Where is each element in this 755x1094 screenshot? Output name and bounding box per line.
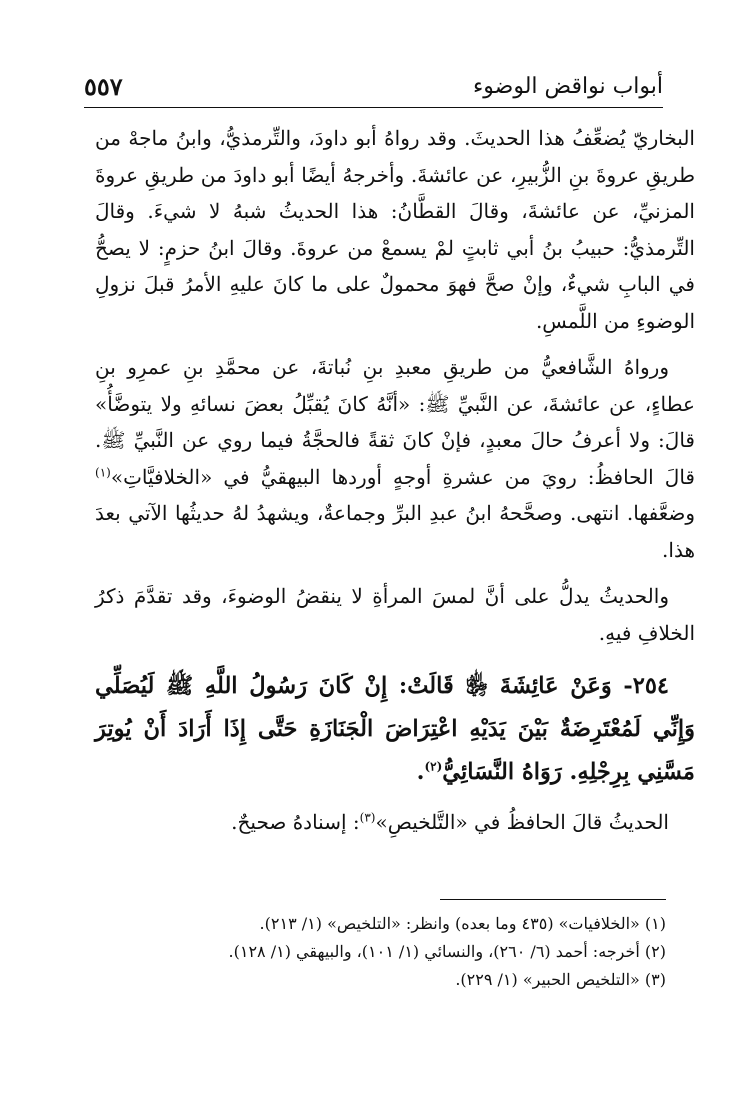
footnotes (150, 910, 666, 994)
paragraph-4-text-a: الحديثُ قالَ الحافظُ في «التَّلخيصِ» (375, 810, 669, 834)
hadith-254 (95, 665, 695, 794)
footnote-2: (٢) أخرجه: أحمد (٦/ ٢٦٠)، والنسائي (١/ ١٠١)، والبيهقي (١/ ١٢٨). (228, 942, 666, 961)
paragraph-4 (95, 804, 695, 841)
hadith-text: ٢٥٤- وَعَنْ عَائِشَةَ ﵂ قَالَتْ: إِنْ كَانَ رَسُولُ اللَّهِ ﷺ لَيُصَلِّي وَإِنِّي لَمُعْتَرِضَةٌ بَيْنَ يَدَيْهِ اعْتِرَاضَ الْجَنَازَةِ حَتَّى إِذَا أَرَادَ أَنْ يُوتِرَ مَسَّنِي بِرِجْلِهِ. رَوَاهُ النَّسَائِيُّ (95, 673, 695, 785)
footnote-3: (٣) «التلخيص الحبير» (١/ ٢٢٩). (455, 970, 666, 989)
hadith-end: . (416, 759, 425, 785)
paragraph-2-text-a: ورواهُ الشَّافعيُّ من طريقِ معبدِ بنِ نُباتةَ، عن محمَّدِ بنِ عمرِو بنِ عطاءٍ، عن عائشةَ، عن النَّبيِّ ﷺ: «أنَّهُ كانَ يُقبِّلُ بعضَ نسائهِ ولا يتوضَّأُ» قالَ: ولا أعرفُ حالَ معبدٍ، فإنْ كانَ ثقةً فالحجَّةُ فيما روي عن النَّبيِّ ﷺ. قالَ الحافظُ: رويَ من عشرةِ أوجهٍ أوردها البيهقيُّ في «الخلافيَّاتِ» (95, 355, 695, 489)
paragraph-2 (95, 349, 695, 568)
page-number: ٥٥٧ (84, 71, 123, 101)
chapter-title: أبواب نواقض الوضوء (472, 73, 663, 99)
footnote-ref-3: (٣) (359, 810, 376, 825)
running-header (84, 66, 663, 106)
paragraph-2-text-b: وضعَّفها. انتهى. وصحَّحهُ ابنُ عبدِ البرِّ وجماعةٌ، ويشهدُ لهُ حديثُها الآتي بعدَ هذا. (95, 501, 695, 562)
footnote-1: (١) «الخلافيات» (٤٣٥ وما بعده) وانظر: «التلخيص» (١/ ٢١٣). (259, 914, 666, 933)
paragraph-4-text-b: : إسنادهُ صحيحٌ. (231, 810, 360, 834)
paragraph-1: البخاريّ يُضعِّفُ هذا الحديثَ. وقد رواهُ أبو داودَ، والتِّرمذيُّ، وابنُ ماجهْ من طريقِ عروةَ بنِ الزُّبيرِ، عن عائشةَ. وأخرجهُ أيضًا أبو داودَ من طريقِ عروةَ المزنيِّ، عن عائشةَ، وقالَ القطَّانُ: هذا الحديثُ شبهُ لا شيءَ. وقالَ التِّرمذيُّ: حبيبُ بنُ أبي ثابتٍ لمْ يسمعْ من عروةَ. وقالَ ابنُ حزمٍ: لا يصحُّ في البابِ شيءٌ، وإنْ صحَّ فهوَ محمولٌ على ما كانَ عليهِ الأمرُ قبلَ نزولِ الوضوءِ من اللَّمسِ. (95, 126, 695, 333)
header-rule (84, 107, 663, 108)
footnote-ref-1: (١) (95, 464, 111, 479)
footnote-rule (440, 899, 666, 900)
main-text (95, 120, 695, 841)
footnote-ref-2: (٢) (424, 759, 443, 774)
paragraph-3: والحديثُ يدلُّ على أنَّ لمسَ المرأةِ لا ينقضُ الوضوءَ، وقد تقدَّمَ ذكرُ الخلافِ فيهِ. (95, 584, 695, 645)
